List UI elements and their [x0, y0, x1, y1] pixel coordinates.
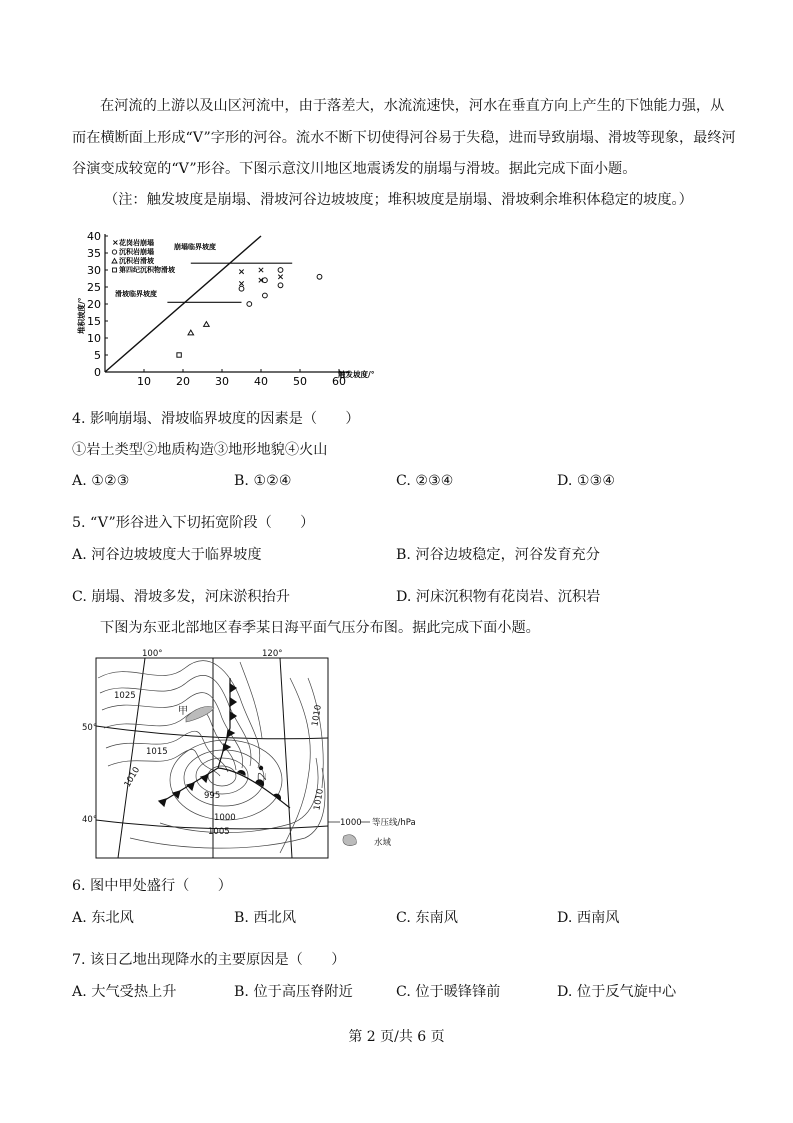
point-quaternary-slide [177, 353, 181, 357]
y-tick-label: 10 [87, 332, 101, 345]
slide-critical-label: 滑坡临界坡度 [115, 290, 157, 298]
y-tick-label: 35 [87, 247, 101, 260]
q6-option-b[interactable]: B. 西北风 [234, 910, 297, 926]
lat-label-40: 40° [82, 815, 98, 825]
chart-points [177, 268, 322, 358]
page-footer: 第 2 页/共 6 页 [348, 1029, 445, 1045]
point-sedimentary-slide [188, 330, 194, 335]
place-label-jia: 甲 [178, 706, 188, 717]
q5-option-a[interactable]: A. 河谷边坡坡度大于临界坡度 [72, 547, 262, 563]
lon-label-120: 120° [262, 649, 283, 659]
point-granite-collapse [239, 281, 243, 285]
q6-stem: 6. 图中甲处盛行（ ） [72, 878, 232, 894]
y-tick-label: 40 [87, 230, 101, 243]
point-sedimentary-collapse [278, 268, 283, 273]
point-granite-collapse [259, 268, 263, 272]
intro-line-3: 谷演变成较宽的“V”形谷。下图示意汶川地区地震诱发的崩塌与滑坡。据此完成下面小题。 [72, 161, 637, 177]
point-sedimentary-slide [204, 322, 210, 327]
isobar-label-995: 995 [204, 791, 221, 801]
isobar-label-1000: 1000 [214, 813, 236, 823]
map-intro: 下图为东亚北部地区春季某日海平面气压分布图。据此完成下面小题。 [100, 620, 540, 636]
point-sedimentary-collapse [263, 293, 268, 298]
q4-option-a[interactable]: A. ①②③ [72, 473, 130, 489]
q7-option-d[interactable]: D. 位于反气旋中心 [557, 984, 677, 1000]
isobar-label-1010-se: 1010 [312, 788, 326, 812]
y-tick-label: 25 [87, 281, 101, 294]
lat-label-50: 50° [82, 723, 98, 733]
q5-option-b[interactable]: B. 河谷边坡稳定，河谷发育充分 [396, 547, 600, 563]
y-axis-label: 堆积坡度/° [77, 297, 86, 334]
point-sedimentary-collapse [317, 274, 322, 279]
place-label-yi: 乙 [255, 772, 266, 782]
legend-marker-triangle [112, 259, 117, 264]
slope-scatter-chart [70, 222, 430, 392]
legend-water-swatch [343, 835, 356, 846]
isobar-label-1010-west: 1010 [122, 765, 143, 790]
y-tick-label: 30 [87, 264, 101, 277]
x-tick-label: 40 [254, 375, 268, 388]
legend-marker-x: × [112, 238, 119, 247]
legend-marker-square [113, 268, 117, 272]
point-sedimentary-collapse [278, 283, 283, 288]
x-tick-label: 30 [215, 375, 229, 388]
legend-sedimentary-collapse: 沉积岩崩塌 [119, 248, 154, 256]
legend-quaternary-slide: 第四纪沉积物滑坡 [119, 266, 175, 274]
y-tick-label: 15 [87, 315, 101, 328]
q7-option-b[interactable]: B. 位于高压脊附近 [234, 984, 353, 1000]
q5-option-d[interactable]: D. 河床沉积物有花岗岩、沉积岩 [396, 589, 601, 605]
point-sedimentary-collapse [239, 286, 244, 291]
q4-items: ①岩土类型②地质构造③地形地貌④火山 [72, 442, 328, 458]
map-legend [328, 817, 416, 848]
legend-isobar-value: 1000 [340, 818, 362, 828]
x-tick-label: 50 [293, 375, 307, 388]
legend-granite-collapse: 花岗岩崩塌 [119, 239, 154, 247]
q5-option-c[interactable]: C. 崩塌、滑坡多发，河床淤积抬升 [72, 589, 290, 605]
x-axis-label: 触发坡度/° [338, 370, 375, 379]
intro-line-1: 在河流的上游以及山区河流中，由于落差大，水流流速快，河水在垂直方向上产生的下蚀能力强，从 [100, 98, 725, 114]
intro-note: （注：触发坡度是崩塌、滑坡河谷边坡坡度；堆积坡度是崩塌、滑坡剩余堆积体稳定的坡度。） [104, 192, 693, 208]
chart-legend [112, 238, 176, 274]
legend-marker-circle [112, 250, 116, 254]
point-sedimentary-collapse [263, 278, 268, 283]
x-tick-label: 20 [176, 375, 190, 388]
point-granite-collapse [278, 275, 282, 279]
q7-stem: 7. 该日乙地出现降水的主要原因是（ ） [72, 952, 346, 968]
legend-water-text: 水域 [374, 838, 392, 848]
place-marker-yi [259, 766, 263, 770]
q4-option-c[interactable]: C. ②③④ [396, 473, 454, 489]
legend-sedimentary-slide: 沉积岩滑坡 [119, 257, 154, 265]
point-granite-collapse [239, 270, 243, 274]
q6-option-c[interactable]: C. 东南风 [396, 910, 458, 926]
q5-stem: 5. “V”形谷进入下切拓宽阶段（ ） [72, 515, 315, 531]
isobar-label-1010-ne: 1010 [310, 704, 324, 728]
q4-stem: 4. 影响崩塌、滑坡临界坡度的因素是（ ） [72, 411, 360, 427]
q4-option-b[interactable]: B. ①②④ [234, 473, 292, 489]
point-sedimentary-collapse [247, 302, 252, 307]
legend-isobar-text: 等压线/hPa [372, 818, 416, 828]
isobar-label-1005: 1005 [208, 827, 230, 837]
y-tick-label: 5 [94, 349, 101, 362]
collapse-critical-label: 崩塌临界坡度 [174, 243, 216, 251]
y-tick-label: 20 [87, 298, 101, 311]
isobar-label-1025: 1025 [114, 691, 136, 701]
y-tick-label: 0 [94, 366, 101, 379]
q6-option-d[interactable]: D. 西南风 [557, 910, 620, 926]
pressure-map [82, 648, 440, 863]
q4-option-d[interactable]: D. ①③④ [557, 473, 616, 489]
x-tick-label: 10 [137, 375, 151, 388]
x-tick-label: 60 [332, 375, 346, 388]
q7-option-a[interactable]: A. 大气受热上升 [72, 984, 177, 1000]
q7-option-c[interactable]: C. 位于暖锋锋前 [396, 984, 501, 1000]
lon-label-100: 100° [142, 649, 163, 659]
intro-line-2: 而在横断面上形成“V”字形的河谷。流水不断下切使得河谷易于失稳，进而导致崩塌、滑坡等现象，最终河 [72, 130, 736, 146]
isobar-label-1015: 1015 [146, 747, 168, 757]
q6-option-a[interactable]: A. 东北风 [72, 910, 134, 926]
